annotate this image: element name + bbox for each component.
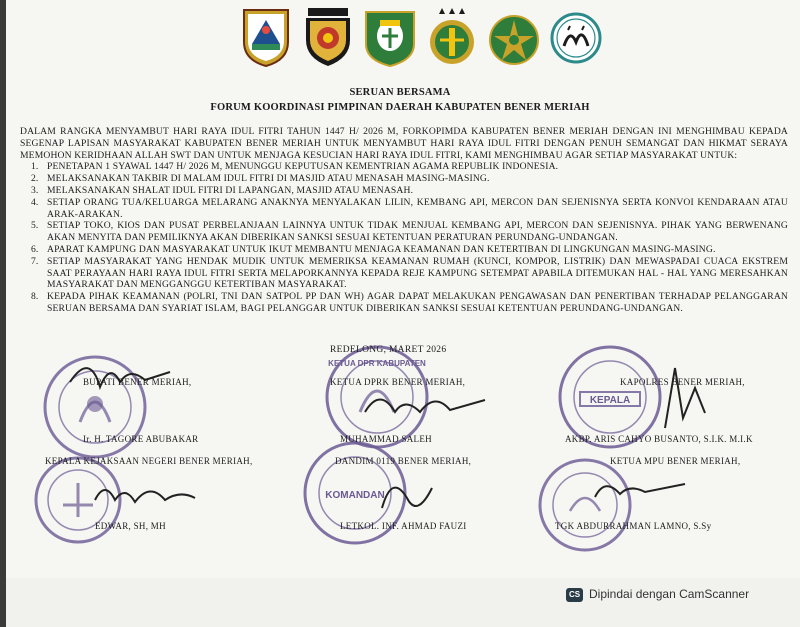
- dprk-title: KETUA DPRK BENER MERIAH,: [330, 377, 466, 387]
- document-body: [20, 126, 788, 315]
- list-item: 5. SETIAP TOKO, KIOS DAN PUSAT PERBELANJAAN LAINNYA UNTUK TIDAK MENJUAL KEMBANG API, MERCON DAN SEJENISNYA. PIHAK YANG BERWENANG AKAN MENYITA DAN PEMILIKNYA AKAN DIBERIKAN SANKSI SESUAI KETENTUAN PERATURAN PERUNDANG-UNDANGAN.: [41, 220, 788, 244]
- list-item: 6. APARAT KAMPUNG DAN MASYARAKAT UNTUK IKUT MEMBANTU MENJAGA KEAMANAN DAN KETERTIBAN DI LINGKUNGAN MASING-MASING.: [41, 244, 788, 256]
- dprk-name: MUHAMMAD SALEH: [340, 434, 432, 444]
- kodim-emblem-icon: [362, 6, 418, 68]
- document-subtitle: FORUM KOORDINASI PIMPINAN DAERAH KABUPATEN BENER MERIAH: [210, 102, 590, 113]
- bupati-title: BUPATI BENER MERIAH,: [83, 377, 192, 387]
- list-item: 3. MELAKSANAKAN SHALAT IDUL FITRI DI LAPANGAN, MASJID ATAU MENASAH.: [41, 185, 788, 197]
- camscanner-watermark: [566, 587, 749, 602]
- pengadilan-emblem-icon: [486, 6, 542, 68]
- polres-emblem-icon: [300, 6, 356, 68]
- kajari-name: EDWAR, SH, MH: [95, 521, 166, 531]
- camscanner-text: Dipindai dengan CamScanner: [589, 587, 750, 601]
- dprk-signature-icon: [360, 382, 490, 432]
- kapolres-name: AKBP. ARIS CAHYO BUSANTO, S.I.K. M.I.K: [565, 434, 753, 444]
- footer-bar: [6, 578, 800, 627]
- place-date: REDELONG, MARET 2026: [330, 345, 447, 355]
- kapolres-signature-icon: [655, 358, 715, 438]
- dandim-name: LETKOL. INF. AHMAD FAUZI: [340, 521, 467, 531]
- intro-paragraph: DALAM RANGKA MENYAMBUT HARI RAYA IDUL FITRI TAHUN 1447 H/ 2026 M, FORKOPIMDA KABUPATEN BENER MERIAH DENGAN INI MENGHIMBAU KEPADA SEGENAP LAPISAN MASYARAKAT KABUPATEN BENER MERIAH UNTUK MENYAMBUT HARI RAYA IDUL FITRI DENGAN PENUH SEMANGAT DAN HIKMAT SERAYA MEMOHON KERIDHAAN ALLAH SWT DAN UNTUK MENJAGA KESUCIAN HARI RAYA IDUL FITRI, KAMI MENGHIMBAU AGAR SETIAP MASYARAKAT UNTUK:: [20, 126, 788, 161]
- list-item: 1. PENETAPAN 1 SYAWAL 1447 H/ 2026 M, MENUNGGU KEPUTUSAN KEMENTRIAN AGAMA REPUBLIK INDONESIA.: [41, 161, 788, 173]
- list-item: 2. MELAKSANAKAN TAKBIR DI MALAM IDUL FITRI DI MASJID ATAU MENASAH MASING-MASING.: [41, 173, 788, 185]
- dandim-title: DANDIM 0119 BENER MERIAH,: [335, 456, 472, 466]
- list-item: 8. KEPADA PIHAK KEAMANAN (POLRI, TNI DAN SATPOL PP DAN WH) AGAR DAPAT MELAKUKAN PENGAWASAN DAN PENERTIBAN TERHADAP PELANGGARAN SERUAN BERSAMA DAN SYARIAT ISLAM, BAGI PELANGGAR UNTUK DIBERIKAN SANKSI SESUAI KETENTUAN PERUNDANG-UNDANGAN.: [41, 291, 788, 315]
- kodim-stamp-text: KOMANDAN: [325, 490, 385, 501]
- mpu-signature-icon: [590, 472, 690, 512]
- dprk-stamp-text: KETUA DPR KABUPATEN: [328, 359, 426, 368]
- list-item: 7. SETIAP MASYARAKAT YANG HENDAK MUDIK UNTUK MEMERIKSA KEAMANAN RUMAH (KUNCI, KOMPOR, LISTRIK) DAN MEWASPADAI CUACA EKSTREM SAAT PERAYAAN HARI RAYA IDUL FITRI SERTA MELAPORKANNYA KEPADA REJE KAMPUNG SETEMPAT APABILA DITEMUKAN HAL - HAL YANG MERESAHKAN MASYARAKAT DAN MENGGANGGU KETERTIBAN MASYARAKAT.: [41, 256, 788, 291]
- dandim-signature-icon: [372, 468, 442, 528]
- mpu-emblem-icon: [548, 6, 604, 68]
- mpu-name: TGK ABDURRAHMAN LAMNO, S.Sy: [555, 521, 712, 531]
- list-item: 4. SETIAP ORANG TUA/KELUARGA MELARANG ANAKNYA MENYALAKAN LILIN, KEMBANG API, MERCON DAN SEJENISNYA SERTA KONVOI KENDARAAN ATAU ARAK-ARAKAN.: [41, 197, 788, 221]
- instruction-list: [20, 161, 788, 314]
- logo-row: [238, 6, 598, 76]
- kejaksaan-emblem-icon: [424, 6, 480, 68]
- document-title: SERUAN BERSAMA: [349, 87, 451, 98]
- camscanner-logo-icon: CS: [566, 588, 583, 602]
- bupati-name: Ir. H. TAGORE ABUBAKAR: [83, 434, 199, 444]
- kapolres-title: KAPOLRES BENER MERIAH,: [620, 377, 745, 387]
- polres-stamp-text: KEPALA: [589, 395, 631, 406]
- kabupaten-bener-meriah-emblem-icon: [238, 6, 294, 68]
- kejari-signature-icon: [90, 470, 200, 520]
- signature-area: [0, 330, 800, 550]
- mpu-title: KETUA MPU BENER MERIAH,: [610, 456, 741, 466]
- kajari-title: KEPALA KEJAKSAAN NEGERI BENER MERIAH,: [45, 456, 253, 466]
